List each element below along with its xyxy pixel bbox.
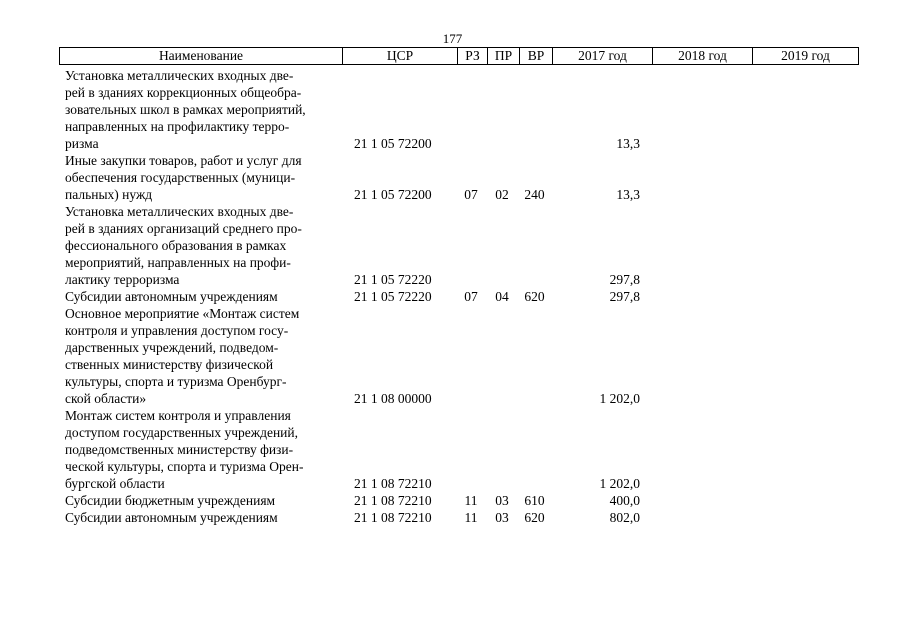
header-2018: 2018 год [652,48,752,64]
row-name-line: дарственных учреждений, подведом- [65,340,279,355]
row-name-line: Субсидии бюджетным учреждениям [65,493,276,508]
row-name-line: доступом государственных учреждений, [65,425,299,440]
row-name-line: бургской области [65,476,165,491]
header-pr: ПР [487,48,519,64]
row-name [59,203,341,288]
table-header [59,47,859,65]
row-2017: 1 202,0 [599,391,640,406]
row-name [59,407,341,492]
row-name [59,152,341,203]
row-pr: 02 [495,187,509,202]
table-row [59,288,859,305]
row-vr: 610 [524,493,545,508]
row-vr: 620 [524,510,545,525]
row-rz: 11 [464,510,478,525]
row-name [59,509,341,526]
row-2017: 13,3 [616,187,640,202]
row-name-line: зовательных школ в рамках мероприятий, [65,102,306,117]
row-2017: 802,0 [609,510,640,525]
row-name-line: пальных) нужд [65,187,153,202]
row-name-line: ственных министерству физической [65,357,274,372]
row-name-line: Основное мероприятие «Монтаж систем [65,306,300,321]
row-csr: 21 1 08 00000 [354,391,432,406]
row-csr: 21 1 05 72220 [354,272,432,287]
header-2017: 2017 год [552,48,652,64]
row-csr: 21 1 08 72210 [354,476,432,491]
page-number: 177 [442,31,463,46]
row-name [59,67,341,152]
table-row [59,305,859,407]
row-rz: 07 [464,187,478,202]
row-name-line: обеспечения государственных (муници- [65,170,296,185]
row-name-line: ской области» [65,391,147,406]
row-csr: 21 1 05 72200 [354,136,432,151]
row-name-line: Установка металлических входных две- [65,68,294,83]
header-rz: РЗ [457,48,487,64]
table-row [59,492,859,509]
header-2019: 2019 год [752,48,858,64]
table-body [59,67,859,526]
table-row [59,152,859,203]
row-rz: 11 [464,493,478,508]
row-name-line: мероприятий, направленных на профи- [65,255,291,270]
row-csr: 21 1 05 72200 [354,187,432,202]
row-name-line: культуры, спорта и туризма Оренбург- [65,374,287,389]
row-name [59,305,341,407]
row-csr: 21 1 05 72220 [354,289,432,304]
row-name-line: Монтаж систем контроля и управления [65,408,291,423]
row-name-line: рей в зданиях коррекционных общеобра- [65,85,302,100]
row-csr: 21 1 08 72210 [354,510,432,525]
row-2017: 297,8 [609,289,640,304]
row-2017: 400,0 [609,493,640,508]
header-name: Наименование [158,48,244,63]
table-row [59,407,859,492]
row-name-line: Субсидии автономным учреждениям [65,510,278,525]
row-pr: 03 [495,493,509,508]
row-name-line: ческой культуры, спорта и туризма Орен- [65,459,304,474]
row-2017: 13,3 [616,136,640,151]
row-pr: 03 [495,510,509,525]
header-csr: ЦСР [342,48,457,64]
row-name-line: Установка металлических входных две- [65,204,294,219]
row-name [59,288,341,305]
row-name-line: контроля и управления доступом госу- [65,323,289,338]
row-name-line: рей в зданиях организаций среднего про- [65,221,302,236]
row-vr: 620 [524,289,545,304]
row-csr: 21 1 08 72210 [354,493,432,508]
row-name-line: подведомственных министерству физи- [65,442,294,457]
header-vr: ВР [519,48,552,64]
row-name-line: Субсидии автономным учреждениям [65,289,278,304]
table-row [59,203,859,288]
row-name-line: ризма [65,136,99,151]
table-row [59,509,859,526]
row-rz: 07 [464,289,478,304]
row-name-line: лактику терроризма [65,272,180,287]
row-2017: 297,8 [609,272,640,287]
row-name-line: фессионального образования в рамках [65,238,287,253]
row-vr: 240 [524,187,545,202]
row-name-line: направленных на профилактику терро- [65,119,290,134]
row-pr: 04 [495,289,509,304]
table-row [59,67,859,152]
row-2017: 1 202,0 [599,476,640,491]
row-name [59,492,341,509]
row-name-line: Иные закупки товаров, работ и услуг для [65,153,302,168]
